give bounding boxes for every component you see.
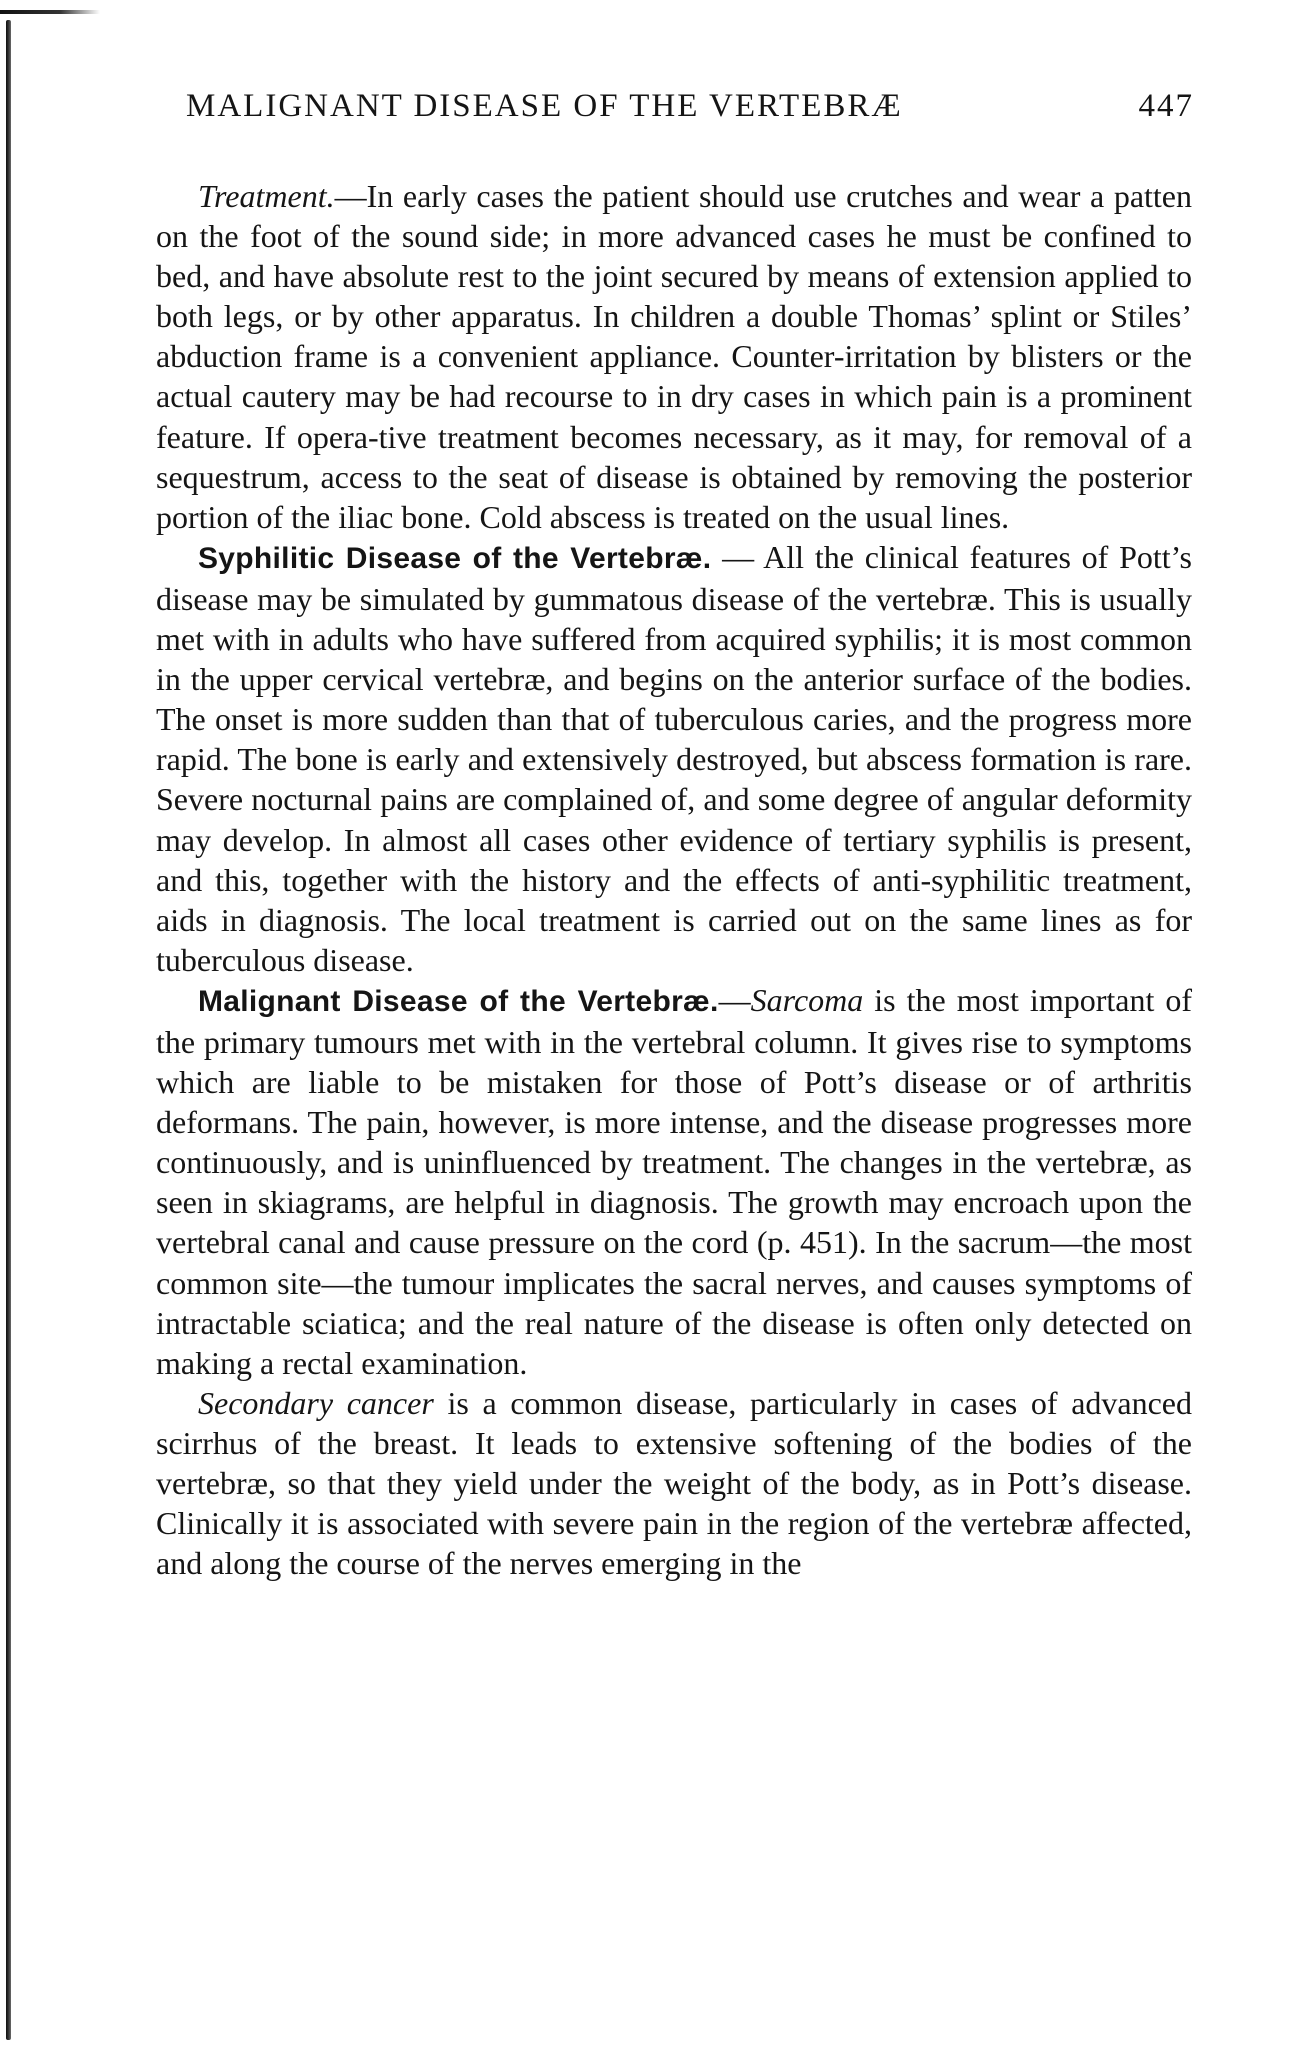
body-text bbox=[156, 176, 1192, 1583]
treatment-text: —In early cases the patient should use crutches and wear a patten on the foot of the sound side; in more advanced cases he must be confined to bed, and have absolute rest to the joint secured by means of extension applied to both legs, or by other apparatus. In children a double Thomas’ splint or Stiles’ abduction frame is a convenient appliance. Counter-irritation by blisters or the actual cautery may be had recourse to in dry cases in which pain is a prominent feature. If opera-tive treatment becomes necessary, as it may, for removal of a sequestrum, access to the seat of disease is obtained by removing the posterior portion of the iliac bone. Cold abscess is treated on the usual lines. bbox=[156, 178, 1192, 535]
binding-edge bbox=[6, 20, 11, 2040]
treatment-heading: Treatment. bbox=[198, 178, 335, 214]
secondary-cancer-text: is a common disease, particularly in cases of advanced scirrhus of the breast. It leads to extensive softening of the bodies of the vertebræ, so that they yield under the weight of the body, as in Pott’s disease. Clinically it is associated with severe pain in the region of the vertebræ affected, and along the course of the nerves emerging in the bbox=[156, 1384, 1193, 1582]
malignant-heading: Malignant Disease of the Vertebræ. bbox=[198, 984, 719, 1018]
syphilitic-text: — All the clinical features of Pott’s disease may be simulated by gummatous disease of the vertebræ. This is usually met with in adults who have suffered from acquired syphilis; it is most common in the upper cervical vertebræ, and begins on the anterior surface of the bodies. The onset is more sudden than that of tuberculous caries, and the progress more rapid. The bone is early and extensively destroyed, but abscess formation is rare. Severe nocturnal pains are complained of, and some degree of angular deformity may develop. In almost all cases other evidence of tertiary syphilis is present, and this, together with the history and the effects of anti-syphilitic treatment, aids in diagnosis. The local treatment is carried out on the same lines as for tuberculous disease. bbox=[156, 538, 1192, 978]
page-number: 447 bbox=[1138, 88, 1194, 124]
binding-shadow-top bbox=[0, 10, 100, 14]
syphilitic-heading: Syphilitic Disease of the Vertebræ. bbox=[198, 541, 712, 575]
malignant-text: is the most important of the primary tumours met with in the vertebral column. It gives rise to symptoms which are liable to be mistaken for those of Pott’s disease or of arthritis deformans. The pain, however, is more intense, and the disease progresses more continuously, and is uninfluenced by treatment. The changes in the vertebræ, as seen in skiagrams, are helpful in diagnosis. The growth may encroach upon the vertebral canal and cause pressure on the cord (p. 451). In the sacrum—the most common site—the tumour implicates the sacral nerves, and causes symptoms of intractable sciatica; and the real nature of the disease is often only detected on making a rectal examination. bbox=[156, 981, 1192, 1381]
malignant-dash: — bbox=[718, 981, 751, 1018]
running-head bbox=[186, 88, 1194, 138]
paragraph-malignant bbox=[156, 980, 1192, 1383]
sarcoma-term: Sarcoma bbox=[750, 981, 864, 1018]
paragraph-treatment bbox=[156, 176, 1192, 537]
secondary-cancer-term: Secondary cancer bbox=[198, 1384, 434, 1421]
paragraph-syphilitic bbox=[156, 537, 1192, 980]
paragraph-secondary-cancer bbox=[156, 1383, 1192, 1583]
running-head-title: MALIGNANT DISEASE OF THE VERTEBRÆ bbox=[186, 88, 903, 124]
